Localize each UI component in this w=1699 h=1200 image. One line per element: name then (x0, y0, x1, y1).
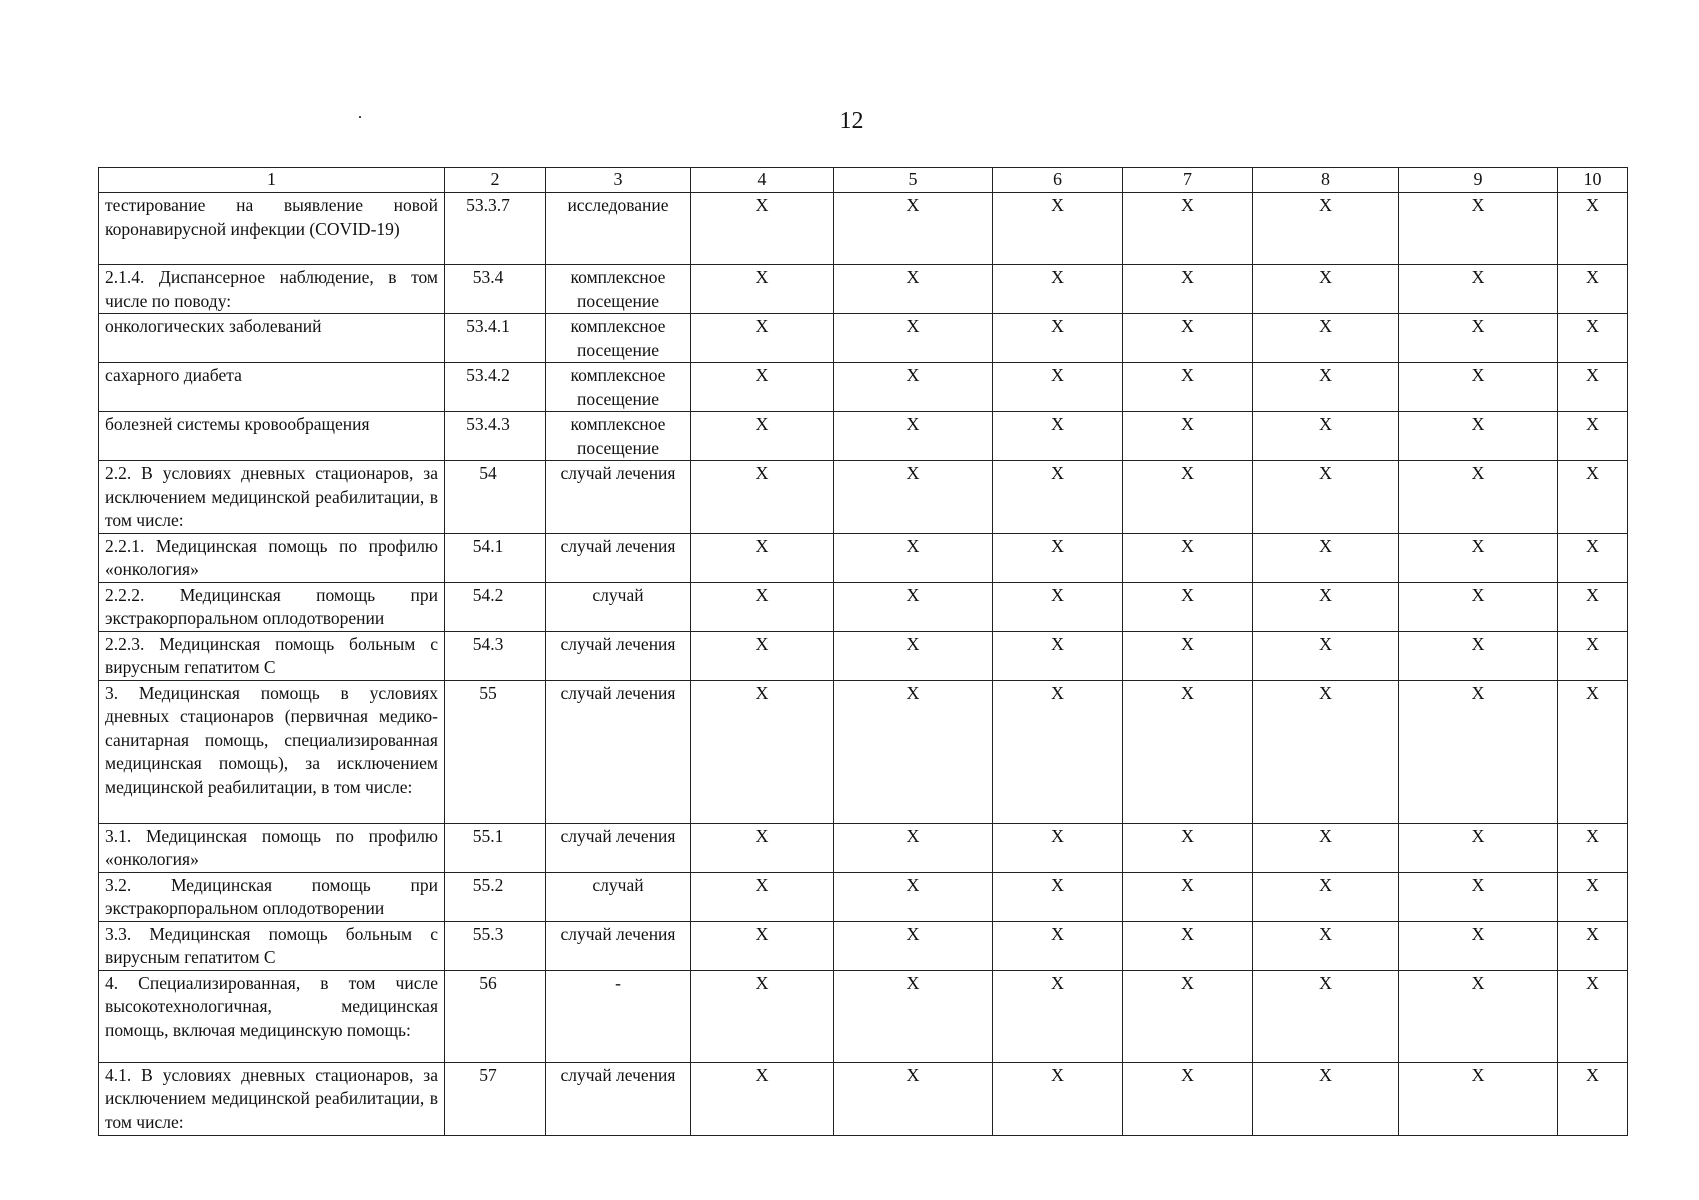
table-row (99, 265, 1628, 314)
scan-dot (359, 116, 361, 118)
row-value-cell-col10: Х (1558, 363, 1628, 412)
header-cell-5: 5 (834, 168, 993, 193)
row-value-cell-col9: Х (1399, 193, 1558, 265)
row-value-cell-col5: Х (834, 631, 993, 680)
row-unit-cell: комплексное посещение (546, 412, 691, 461)
row-value-cell-col7: Х (1123, 680, 1253, 823)
row-value-cell-col9: Х (1399, 265, 1558, 314)
row-value-cell-col4: Х (691, 363, 834, 412)
row-value-cell-col10: Х (1558, 1062, 1628, 1135)
row-value-cell-col6: Х (993, 265, 1123, 314)
row-value-cell-col9: Х (1399, 1062, 1558, 1135)
row-value-cell-col5: Х (834, 363, 993, 412)
table-row (99, 193, 1628, 265)
row-code-cell: 53.3.7 (445, 193, 546, 265)
row-code-cell: 55 (445, 680, 546, 823)
row-unit-cell: комплексное посещение (546, 265, 691, 314)
row-value-cell-col6: Х (993, 921, 1123, 970)
row-unit-cell: случай (546, 582, 691, 631)
row-name-cell: 4.1. В условиях дневных стационаров, за исключением медицинской реабилитации, в том числе: (99, 1062, 445, 1135)
row-value-cell-col5: Х (834, 1062, 993, 1135)
row-code-cell: 53.4 (445, 265, 546, 314)
row-value-cell-col10: Х (1558, 631, 1628, 680)
row-code-cell: 54 (445, 461, 546, 534)
row-value-cell-col4: Х (691, 680, 834, 823)
row-value-cell-col6: Х (993, 872, 1123, 921)
row-value-cell-col7: Х (1123, 872, 1253, 921)
row-value-cell-col8: Х (1253, 582, 1399, 631)
row-code-cell: 57 (445, 1062, 546, 1135)
row-value-cell-col6: Х (993, 970, 1123, 1062)
row-value-cell-col9: Х (1399, 921, 1558, 970)
row-unit-cell: комплексное посещение (546, 363, 691, 412)
row-value-cell-col8: Х (1253, 921, 1399, 970)
row-value-cell-col6: Х (993, 461, 1123, 534)
header-cell-6: 6 (993, 168, 1123, 193)
row-value-cell-col9: Х (1399, 314, 1558, 363)
row-value-cell-col5: Х (834, 265, 993, 314)
row-value-cell-col7: Х (1123, 533, 1253, 582)
row-value-cell-col4: Х (691, 265, 834, 314)
row-value-cell-col4: Х (691, 412, 834, 461)
row-value-cell-col9: Х (1399, 461, 1558, 534)
row-name-cell: сахарного диабета (99, 363, 445, 412)
table-row (99, 1062, 1628, 1135)
row-value-cell-col10: Х (1558, 680, 1628, 823)
row-name-cell: болезней системы кровообращения (99, 412, 445, 461)
row-unit-cell: исследование (546, 193, 691, 265)
row-value-cell-col10: Х (1558, 533, 1628, 582)
row-value-cell-col9: Х (1399, 631, 1558, 680)
table-row (99, 582, 1628, 631)
row-code-cell: 54.1 (445, 533, 546, 582)
row-code-cell: 54.2 (445, 582, 546, 631)
row-value-cell-col8: Х (1253, 193, 1399, 265)
header-cell-9: 9 (1399, 168, 1558, 193)
row-value-cell-col5: Х (834, 921, 993, 970)
row-value-cell-col5: Х (834, 314, 993, 363)
row-value-cell-col4: Х (691, 582, 834, 631)
row-value-cell-col4: Х (691, 1062, 834, 1135)
page-number: 12 (839, 108, 864, 134)
header-cell-4: 4 (691, 168, 834, 193)
row-value-cell-col4: Х (691, 193, 834, 265)
row-name-cell: 3.2. Медицинская помощь при экстракорпоральном оплодотворении (99, 872, 445, 921)
row-value-cell-col5: Х (834, 872, 993, 921)
row-value-cell-col6: Х (993, 582, 1123, 631)
row-value-cell-col5: Х (834, 412, 993, 461)
row-value-cell-col7: Х (1123, 921, 1253, 970)
table-row (99, 970, 1628, 1062)
row-value-cell-col7: Х (1123, 823, 1253, 872)
row-value-cell-col6: Х (993, 680, 1123, 823)
row-code-cell: 55.3 (445, 921, 546, 970)
header-cell-7: 7 (1123, 168, 1253, 193)
row-value-cell-col8: Х (1253, 314, 1399, 363)
row-name-cell: 3. Медицинская помощь в условиях дневных стационаров (первичная медико-санитарная помощь, специализированная медицинская помощь), за исключением медицинской реабилитации, в том числе: (99, 680, 445, 823)
row-value-cell-col8: Х (1253, 872, 1399, 921)
row-unit-cell: - (546, 970, 691, 1062)
table-row (99, 314, 1628, 363)
row-code-cell: 55.2 (445, 872, 546, 921)
row-value-cell-col10: Х (1558, 970, 1628, 1062)
row-value-cell-col7: Х (1123, 363, 1253, 412)
row-code-cell: 53.4.1 (445, 314, 546, 363)
header-cell-1: 1 (99, 168, 445, 193)
row-value-cell-col8: Х (1253, 265, 1399, 314)
table-row (99, 921, 1628, 970)
row-unit-cell: комплексное посещение (546, 314, 691, 363)
row-name-cell: 2.2.2. Медицинская помощь при экстракорпоральном оплодотворении (99, 582, 445, 631)
row-name-cell: 2.1.4. Диспансерное наблюдение, в том числе по поводу: (99, 265, 445, 314)
row-value-cell-col8: Х (1253, 823, 1399, 872)
row-unit-cell: случай лечения (546, 1062, 691, 1135)
row-value-cell-col7: Х (1123, 265, 1253, 314)
row-unit-cell: случай лечения (546, 680, 691, 823)
row-value-cell-col5: Х (834, 533, 993, 582)
header-cell-10: 10 (1558, 168, 1628, 193)
row-value-cell-col9: Х (1399, 823, 1558, 872)
row-value-cell-col7: Х (1123, 970, 1253, 1062)
row-value-cell-col4: Х (691, 533, 834, 582)
row-value-cell-col9: Х (1399, 970, 1558, 1062)
row-name-cell: 4. Специализированная, в том числе высокотехнологичная, медицинская помощь, включая медицинскую помощь: (99, 970, 445, 1062)
data-table (98, 167, 1628, 1136)
row-name-cell: тестирование на выявление новой коронавирусной инфекции (COVID-19) (99, 193, 445, 265)
row-value-cell-col7: Х (1123, 314, 1253, 363)
row-value-cell-col8: Х (1253, 461, 1399, 534)
row-unit-cell: случай лечения (546, 823, 691, 872)
row-value-cell-col5: Х (834, 461, 993, 534)
row-value-cell-col6: Х (993, 363, 1123, 412)
row-value-cell-col10: Х (1558, 193, 1628, 265)
row-value-cell-col10: Х (1558, 461, 1628, 534)
row-code-cell: 56 (445, 970, 546, 1062)
table-row (99, 363, 1628, 412)
row-unit-cell: случай лечения (546, 631, 691, 680)
table-row (99, 823, 1628, 872)
row-name-cell: онкологических заболеваний (99, 314, 445, 363)
row-value-cell-col9: Х (1399, 363, 1558, 412)
row-value-cell-col10: Х (1558, 823, 1628, 872)
row-value-cell-col8: Х (1253, 533, 1399, 582)
row-code-cell: 54.3 (445, 631, 546, 680)
row-value-cell-col8: Х (1253, 363, 1399, 412)
row-name-cell: 2.2. В условиях дневных стационаров, за исключением медицинской реабилитации, в том числе: (99, 461, 445, 534)
table-row (99, 631, 1628, 680)
row-value-cell-col4: Х (691, 970, 834, 1062)
row-value-cell-col6: Х (993, 533, 1123, 582)
row-value-cell-col5: Х (834, 680, 993, 823)
header-cell-8: 8 (1253, 168, 1399, 193)
row-value-cell-col8: Х (1253, 631, 1399, 680)
row-value-cell-col9: Х (1399, 582, 1558, 631)
row-value-cell-col7: Х (1123, 193, 1253, 265)
row-value-cell-col5: Х (834, 970, 993, 1062)
row-value-cell-col8: Х (1253, 680, 1399, 823)
row-value-cell-col8: Х (1253, 970, 1399, 1062)
table-row (99, 533, 1628, 582)
row-value-cell-col8: Х (1253, 1062, 1399, 1135)
row-value-cell-col9: Х (1399, 412, 1558, 461)
row-value-cell-col9: Х (1399, 533, 1558, 582)
header-cell-3: 3 (546, 168, 691, 193)
row-value-cell-col6: Х (993, 823, 1123, 872)
row-name-cell: 2.2.1. Медицинская помощь по профилю «онкология» (99, 533, 445, 582)
row-value-cell-col5: Х (834, 582, 993, 631)
row-value-cell-col9: Х (1399, 872, 1558, 921)
row-value-cell-col4: Х (691, 461, 834, 534)
row-name-cell: 2.2.3. Медицинская помощь больным с вирусным гепатитом С (99, 631, 445, 680)
row-value-cell-col10: Х (1558, 314, 1628, 363)
table-row (99, 461, 1628, 534)
row-value-cell-col4: Х (691, 872, 834, 921)
row-unit-cell: случай (546, 872, 691, 921)
row-value-cell-col5: Х (834, 193, 993, 265)
row-value-cell-col7: Х (1123, 631, 1253, 680)
row-value-cell-col6: Х (993, 412, 1123, 461)
row-value-cell-col6: Х (993, 1062, 1123, 1135)
row-value-cell-col5: Х (834, 823, 993, 872)
row-unit-cell: случай лечения (546, 921, 691, 970)
header-row (99, 168, 1628, 193)
table-row (99, 680, 1628, 823)
header-cell-2: 2 (445, 168, 546, 193)
row-code-cell: 55.1 (445, 823, 546, 872)
row-value-cell-col6: Х (993, 631, 1123, 680)
row-value-cell-col10: Х (1558, 582, 1628, 631)
row-value-cell-col4: Х (691, 921, 834, 970)
row-name-cell: 3.3. Медицинская помощь больным с вирусным гепатитом С (99, 921, 445, 970)
row-code-cell: 53.4.2 (445, 363, 546, 412)
row-unit-cell: случай лечения (546, 533, 691, 582)
row-value-cell-col7: Х (1123, 582, 1253, 631)
row-value-cell-col4: Х (691, 631, 834, 680)
row-value-cell-col7: Х (1123, 412, 1253, 461)
row-code-cell: 53.4.3 (445, 412, 546, 461)
row-value-cell-col10: Х (1558, 412, 1628, 461)
row-value-cell-col10: Х (1558, 921, 1628, 970)
row-value-cell-col7: Х (1123, 461, 1253, 534)
table-row (99, 412, 1628, 461)
row-name-cell: 3.1. Медицинская помощь по профилю «онкология» (99, 823, 445, 872)
table-row (99, 872, 1628, 921)
row-value-cell-col4: Х (691, 314, 834, 363)
row-unit-cell: случай лечения (546, 461, 691, 534)
row-value-cell-col4: Х (691, 823, 834, 872)
row-value-cell-col9: Х (1399, 680, 1558, 823)
row-value-cell-col6: Х (993, 314, 1123, 363)
row-value-cell-col10: Х (1558, 265, 1628, 314)
row-value-cell-col7: Х (1123, 1062, 1253, 1135)
row-value-cell-col6: Х (993, 193, 1123, 265)
row-value-cell-col8: Х (1253, 412, 1399, 461)
row-value-cell-col10: Х (1558, 872, 1628, 921)
